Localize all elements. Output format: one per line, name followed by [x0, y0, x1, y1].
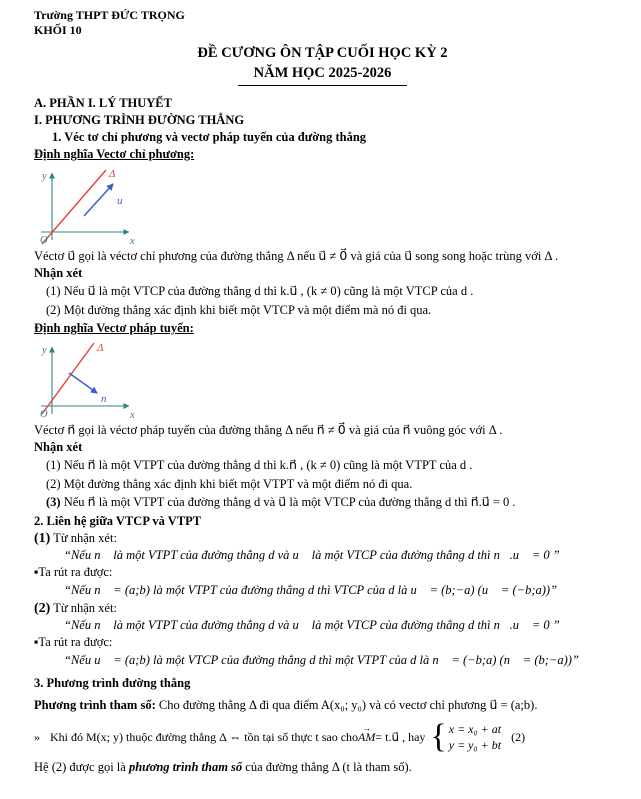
- vtcp-remark-1: (1) Nếu u⃗ là một VTCP của đường thẳng d thì k.u⃗ , (k ≠ 0) cũng là một VTCP của d .: [46, 284, 474, 298]
- relation-1-bullet: ▪Ta rút ra được:: [34, 565, 113, 579]
- vtpt-remark-2: (2) Một đường thẳng xác định khi biết một VTPT và một điểm nó đi qua.: [46, 477, 413, 491]
- u-vector-label: u⃗: [117, 195, 132, 207]
- vector-AM: AM →: [358, 729, 375, 746]
- relation-2-intro-text: Từ nhận xét:: [50, 601, 117, 615]
- vtpt-remark-1: (1) Nếu n⃗ là một VTPT của đường thẳng d thì k.n⃗ , (k ≠ 0) cũng là một VTPT của d .: [46, 458, 473, 472]
- relation-1-intro-text: Từ nhận xét:: [50, 531, 117, 545]
- guillemet-marker: »: [34, 729, 40, 744]
- relation-1-intro: [34, 530, 611, 547]
- membership-text-pre: Khi đó M(x; y) thuộc đường thẳng Δ ⇔ tồn tại số thực t sao cho: [50, 729, 359, 744]
- school-name: Trường THPT ĐỨC TRỌNG: [34, 8, 185, 22]
- relation-2-result: “Nếu u⃗ = (a;b) là một VTCP của đường thẳng d thì một VTPT của d là n⃗ = (−b;a) (n⃗ = (b;−a))”: [64, 653, 579, 667]
- relation-1-result: “Nếu n⃗ = (a;b) là một VTPT của đường thẳng d thì VTCP của d là u⃗ = (b;−a) (u⃗ = (−b;a))”: [64, 583, 558, 597]
- vtpt-definition: Véctơ n⃗ gọi là véctơ pháp tuyến của đường thẳng Δ nếu n⃗ ≠ 0⃗ và giá của n⃗ vuông góc với Δ .: [34, 423, 503, 437]
- relation-2-bullet: ▪Ta rút ra được:: [34, 635, 113, 649]
- vtpt-figure-canvas: [36, 340, 140, 420]
- line-delta: [42, 343, 94, 414]
- remark-heading-2: Nhận xét: [34, 440, 83, 454]
- y-axis-label: y: [42, 171, 47, 182]
- item-2-heading: 2. Liên hệ giữa VTCP và VTPT: [34, 514, 202, 528]
- delta-label: Δ: [109, 168, 116, 180]
- def-vtcp-heading: Định nghĩa Vectơ chỉ phương:: [34, 147, 195, 161]
- parametric-label: Phương trình tham số:: [34, 698, 156, 712]
- parametric-equation-row: [34, 718, 611, 755]
- def-vtpt-heading: Định nghĩa Vectơ pháp tuyến:: [34, 321, 194, 335]
- item-1-heading: 1. Véc tơ chỉ phương và vectơ pháp tuyến của đường thẳng: [52, 130, 367, 144]
- system-equations: [449, 721, 501, 753]
- grade-label: KHỐI 10: [34, 23, 82, 37]
- vtcp-figure-canvas: [36, 166, 140, 246]
- section-i-heading: I. PHƯƠNG TRÌNH ĐƯỜNG THẲNG: [34, 113, 245, 127]
- relation-2-quote: “Nếu n⃗ là một VTPT của đường thẳng d và u⃗ là một VTCP của đường thẳng d thì n⃗.u⃗ = 0 ”: [64, 618, 560, 632]
- relation-1-number: (1): [34, 531, 51, 546]
- relation-2-intro: [34, 600, 611, 617]
- system-equation-y: y = y₀ + bt: [448, 738, 502, 752]
- n-vector-label: n⃗: [101, 393, 116, 405]
- membership-text-post: = t.u⃗ , hay: [375, 729, 426, 744]
- normal-vector: [69, 373, 97, 393]
- vtcp-remark-2: (2) Một đường thẳng xác định khi biết một VTCP và một điểm mà nó đi qua.: [46, 303, 432, 317]
- relation-2-number: (2): [34, 601, 51, 616]
- title-block: [34, 44, 611, 86]
- x-axis-label: x: [130, 236, 135, 246]
- origin-label: O: [40, 409, 48, 420]
- delta-label: Δ: [97, 342, 104, 354]
- y-axis-label: y: [42, 345, 47, 356]
- doc-subtitle-row: [34, 64, 611, 86]
- vtpt-remark-3: [34, 494, 611, 511]
- remark-heading-1: Nhận xét: [34, 266, 83, 280]
- parametric-intro: [34, 695, 611, 715]
- doc-title: ĐỀ CƯƠNG ÔN TẬP CUỐI HỌC KỲ 2: [197, 45, 448, 61]
- closing-post: của đường thẳng Δ (t là tham số).: [242, 760, 412, 774]
- closing-term: phương trình tham số: [128, 760, 243, 774]
- origin-label: O: [40, 235, 48, 246]
- direction-vector: [84, 184, 113, 216]
- system-brace: {: [430, 718, 447, 755]
- figure-vtpt: [36, 340, 611, 420]
- vtcp-definition: Véctơ u⃗ gọi là véctơ chỉ phương của đường thẳng Δ nếu u⃗ ≠ 0⃗ và giá của u⃗ song song hoặc trùng với Δ .: [34, 249, 559, 263]
- parametric-system: [430, 718, 502, 755]
- system-equation-x: x = x₀ + at: [448, 722, 502, 736]
- closing-sentence: [34, 759, 611, 776]
- parametric-intro-text: Cho đường thẳng Δ đi qua điểm A(x₀; y₀) và có vectơ chỉ phương u⃗ = (a;b).: [155, 698, 538, 712]
- relation-1-quote: “Nếu n⃗ là một VTPT của đường thẳng d và u⃗ là một VTCP của đường thẳng d thì n⃗.u⃗ = 0 ”: [64, 548, 560, 562]
- item-3-heading: 3. Phương trình đường thẳng: [34, 676, 191, 690]
- x-axis-label: x: [130, 410, 135, 420]
- doc-subtitle: NĂM HỌC 2025-2026: [238, 64, 408, 86]
- equation-number: (2): [511, 729, 526, 744]
- part-a-heading: A. PHẦN I. LÝ THUYẾT: [34, 96, 172, 110]
- vtpt-remark-3-number: (3): [46, 495, 61, 509]
- vtpt-remark-3-text: Nếu n⃗ là một VTPT của đường thẳng d và u⃗ là một VTCP của đường thẳng d thì n⃗.u⃗ = 0 .: [60, 495, 516, 509]
- figure-vtcp: [36, 166, 611, 246]
- closing-pre: Hệ (2) được gọi là: [34, 760, 129, 774]
